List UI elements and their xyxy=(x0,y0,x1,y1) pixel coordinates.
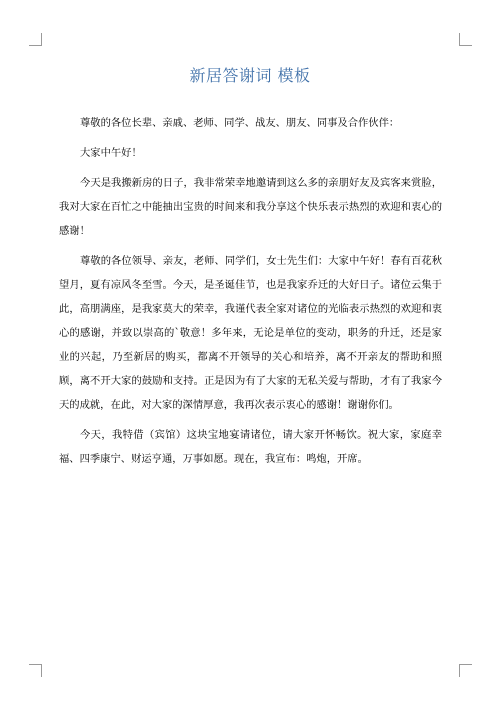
thanks-paragraph: 尊敬的各位领导、亲友，老师、同学们，女士先生们：大家中午好！春有百花秋望月，夏有凉风冬至雪。今天，是圣诞佳节，也是我家乔迁的大好日子。诸位云集于此，高朋满座，是我家莫大的荣幸，我谨代表全家对诸位的光临表示热烈的欢迎和衷心的感谢，并致以崇高的`敬意！多年来，无论是单位的变动，职务的升迁，还是家业的兴起，乃至新居的购买，都离不开领导的关心和培养，离不开亲友的帮助和照顾，离不开大家的鼓励和支持。正是因为有了大家的无私关爱与帮助，才有了我家今天的成就，在此，对大家的深情厚意，我再次表示衷心的感谢！谢谢你们。 xyxy=(59,255,442,411)
crop-mark-bottom-left xyxy=(29,664,42,677)
document-title: 新居答谢词 模板 xyxy=(189,66,311,85)
crop-mark-top-left xyxy=(29,33,42,46)
crop-mark-bottom-right xyxy=(459,664,472,677)
salutation-paragraph: 尊敬的各位长辈、亲戚、老师、同学、战友、朋友、同事及合作伙伴： xyxy=(80,117,400,129)
crop-mark-top-right xyxy=(459,33,472,46)
document-body xyxy=(59,111,442,471)
welcome-paragraph: 今天是我搬新房的日子，我非常荣幸地邀请到这么多的亲朋好友及宾客来赏脸，我对大家在百忙之中能抽出宝贵的时间来和我分享这个快乐表示热烈的欢迎和衷心的感谢！ xyxy=(59,177,442,237)
greeting-paragraph: 大家中午好！ xyxy=(80,147,142,159)
closing-paragraph: 今天，我特借（宾馆）这块宝地宴请诸位，请大家开怀畅饮。祝大家，家庭幸福、四季康宁、财运亨通，万事如愿。现在，我宣布：鸣炮，开席。 xyxy=(59,429,442,465)
